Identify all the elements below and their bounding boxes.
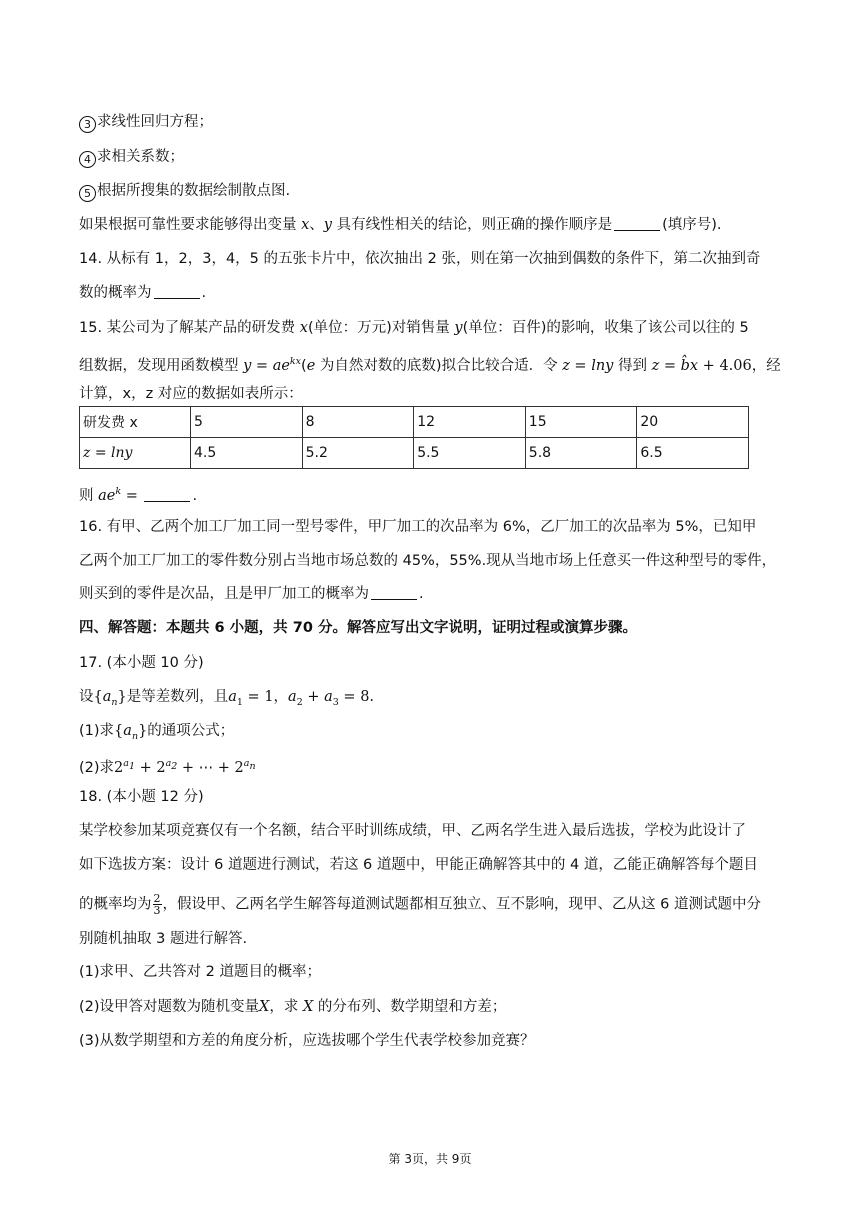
- table-row: [80, 407, 749, 438]
- fraction-two-thirds: $\frac{2}{3}$: [153, 892, 161, 917]
- q17-text-c: ，: [273, 689, 289, 705]
- answer-blank: [144, 487, 190, 502]
- step-4: [79, 147, 800, 168]
- q14-text-a: 数的概率为: [79, 285, 152, 301]
- q14-text-b: .: [201, 285, 207, 301]
- q18-part3: (3)从数学期望和方差的角度分析，应选拔哪个学生代表学校参加竞赛？: [79, 1033, 535, 1049]
- q15-text-c: 得到: [617, 357, 647, 374]
- q15-answer-line: 则 $ae^k$ = .: [79, 486, 198, 504]
- q18-part2: (2)设甲答对题数为随机变量X，求 X 的分布列、数学期望和方差；: [79, 999, 507, 1015]
- step-text: 求相关系数；: [97, 149, 184, 165]
- q15-text-a: 组数据，发现用函数模型: [79, 357, 239, 374]
- answer-blank: [154, 284, 200, 299]
- q18-part2-c: 的分布列、数学期望和方差；: [317, 999, 507, 1015]
- q17-part1-a: (1)求: [79, 723, 115, 739]
- table-cell: 15: [525, 407, 637, 438]
- q16-line1: 16. 有甲、乙两个加工厂加工同一型号零件，甲厂加工的次品率为 6%，乙厂加工的次品率为 5%，已知甲: [79, 519, 757, 535]
- table-cell: 20: [637, 407, 749, 438]
- q18-line3: [79, 893, 800, 916]
- q17-part1-b: 的通项公式；: [147, 723, 235, 739]
- step-number: 5: [79, 185, 96, 202]
- q17-line1: 设$\{a_n\}$是等差数列，且$a_1 = 1$，$a_2 + a_3 = 8$.: [79, 689, 375, 708]
- q13-text-a: 如果根据可靠性要求能够得出变量: [79, 217, 297, 233]
- page-footer: 第 3页，共 9页: [388, 1152, 472, 1166]
- q18-header: 18. (本小题 12 分): [79, 789, 204, 805]
- table-cell: 5.5: [414, 438, 526, 469]
- table-row: [80, 438, 749, 469]
- q15-ans-suffix: .: [192, 487, 198, 504]
- q15-text-c: (单位：百件)的影响，收集了该公司以往的 5: [462, 320, 749, 336]
- answer-blank: [614, 216, 660, 231]
- q16-line3: [79, 584, 800, 604]
- table-cell: 5.8: [525, 438, 637, 469]
- q15-line1: 15. 某公司为了解某产品的研发费 x(单位：万元)对销售量 y(单位：百件)的影响，收集了该公司以往的 5: [79, 320, 749, 336]
- answer-blank: [371, 585, 417, 600]
- q16-text-a: 则买到的零件是次品，且是甲厂加工的概率为: [79, 586, 369, 602]
- q16-line2: 乙两个加工厂加工的零件数分别占当地市场总数的 45%，55%.现从当地市场上任意买一件这种型号的零件，: [79, 553, 777, 569]
- step-number: 4: [79, 151, 96, 168]
- q15-line3: 计算，x，z 对应的数据如表所示：: [79, 386, 303, 402]
- q18-part2-b: ，求: [269, 999, 299, 1015]
- q17-header: 17. (本小题 10 分): [79, 655, 204, 671]
- table-cell: 5: [191, 407, 303, 438]
- q15-data-table: [79, 406, 749, 469]
- table-cell: 5.2: [302, 438, 414, 469]
- step-5: [79, 181, 800, 202]
- q15-text-b: 为自然对数的底数)拟合比较合适．令: [319, 357, 558, 374]
- q18-line4: 别随机抽取 3 题进行解答.: [79, 931, 248, 947]
- q18-part1: (1)求甲、乙共答对 2 道题目的概率；: [79, 964, 321, 980]
- q18-text-b: ，假设甲、乙两名学生解答每道测试题都相互独立、互不影响，现甲、乙从这 6 道测试题中分: [162, 896, 761, 913]
- q17-text-a: 设: [79, 689, 94, 705]
- q13-text-c: (填序号).: [662, 217, 722, 233]
- q15-line2: 组数据，发现用函数模型 $y = ae^{kx}(e$ 为自然对数的底数)拟合比较合适．令 z = lny 得到 z = b̂x + 4.06，经: [79, 356, 781, 374]
- q18-text-a: 的概率均为: [79, 896, 152, 913]
- q15-text-d: ，经: [751, 357, 781, 374]
- q14-line1: 14. 从标有 1，2，3，4，5 的五张卡片中，依次抽出 2 张，则在第一次抽到偶数的条件下，第二次抽到奇: [79, 251, 761, 267]
- step-3: [79, 112, 800, 133]
- q16-text-b: .: [419, 586, 424, 602]
- q17-part1: (1)求$\{a_n\}$的通项公式；: [79, 723, 235, 742]
- q17-part2-text: (2)求: [79, 759, 115, 776]
- step-text: 根据所搜集的数据绘制散点图.: [97, 183, 291, 199]
- q17-part2: (2)求$2^{a_1} + 2^{a_2}$ + ⋯ + $2^{a_n}$: [79, 758, 256, 776]
- table-cell: 4.5: [191, 438, 303, 469]
- table-row-label: z = lny: [80, 438, 191, 469]
- q13-conclusion: 如果根据可靠性要求能够得出变量 x、y 具有线性相关的结论，则正确的操作顺序是 (填序号).: [79, 217, 722, 233]
- q18-line2: 如下选拔方案：设计 6 道题进行测试，若这 6 道题中，甲能正确解答其中的 4 道，乙能正确解答每个题目: [79, 857, 758, 873]
- table-cell: 12: [414, 407, 526, 438]
- q15-text-b: (单位：万元)对销售量: [307, 320, 450, 336]
- q13-text-b: 具有线性相关的结论，则正确的操作顺序是: [336, 217, 613, 233]
- step-text: 求线性回归方程；: [97, 114, 213, 130]
- q15-text-a: 15. 某公司为了解某产品的研发费: [79, 320, 296, 336]
- q15-ans-prefix: 则: [79, 487, 94, 504]
- q17-text-b: 是等差数列，且: [126, 689, 229, 705]
- section-heading: 四、解答题：本题共 6 小题，共 70 分。解答应写出文字说明，证明过程或演算步骤。: [79, 620, 637, 636]
- table-row-label: 研发费 x: [80, 407, 191, 438]
- table-cell: 6.5: [637, 438, 749, 469]
- table-cell: 8: [302, 407, 414, 438]
- q18-part2-a: (2)设甲答对题数为随机变量: [79, 999, 260, 1015]
- q18-line1: 某学校参加某项竞赛仅有一个名额，结合平时训练成绩，甲、乙两名学生进入最后选拔，学校为此设计了: [79, 823, 746, 839]
- step-number: 3: [79, 116, 96, 133]
- q14-line2: [79, 283, 800, 303]
